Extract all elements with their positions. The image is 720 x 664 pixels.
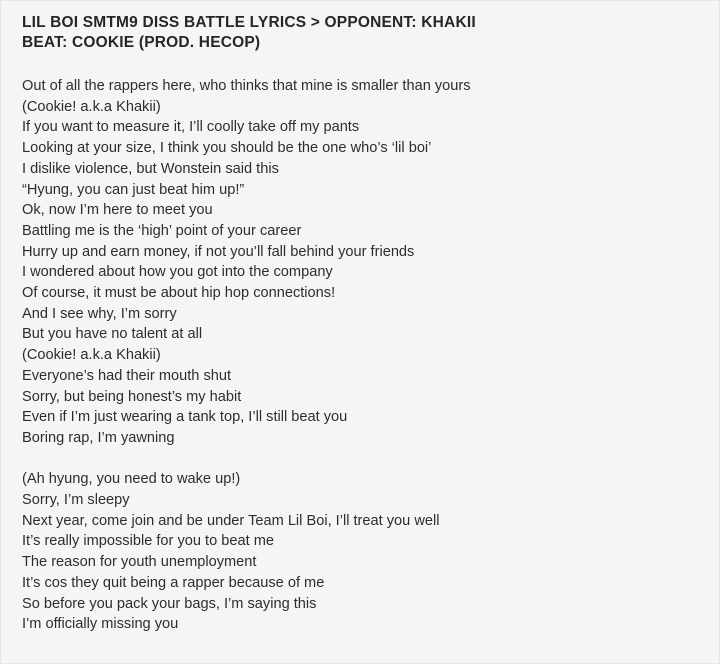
lyric-line: Even if I’m just wearing a tank top, I’ll still beat you	[22, 409, 348, 426]
lyric-line: The reason for youth unemployment	[22, 554, 257, 571]
lyric-line: (Cookie! a.k.a Khakii)	[22, 347, 161, 364]
lyric-line: Ok, now I’m here to meet you	[22, 202, 213, 219]
document-subtitle: BEAT: COOKIE (PROD. HECOP)	[22, 34, 261, 51]
lyric-line: Boring rap, I’m yawning	[22, 429, 175, 446]
lyric-line: If you want to measure it, I’ll coolly take off my pants	[22, 119, 360, 136]
lyric-line: Looking at your size, I think you should be the one who’s ‘lil boi’	[22, 140, 432, 157]
lyric-line: So before you pack your bags, I’m saying this	[22, 595, 317, 612]
lyric-line: Of course, it must be about hip hop connections!	[22, 285, 336, 302]
lyric-line: It’s really impossible for you to beat me	[22, 533, 274, 550]
lyric-line: Sorry, but being honest’s my habit	[22, 388, 242, 405]
lyric-line: But you have no talent at all	[22, 326, 203, 343]
lyric-line: It’s cos they quit being a rapper because of me	[22, 574, 325, 591]
lyric-line: I dislike violence, but Wonstein said this	[22, 160, 279, 177]
stanza-1	[22, 76, 703, 449]
lyric-line: (Ah hyung, you need to wake up!)	[22, 471, 241, 488]
lyric-line: I wondered about how you got into the company	[22, 264, 333, 281]
lyric-line: Everyone’s had their mouth shut	[22, 367, 232, 384]
lyric-line: “Hyung, you can just beat him up!”	[22, 181, 245, 198]
stanza-2	[22, 469, 703, 635]
lyric-line: I’m officially missing you	[22, 616, 179, 633]
stanza-divider	[22, 449, 703, 470]
lyric-line: (Cookie! a.k.a Khakii)	[22, 98, 161, 115]
document-title: LIL BOI SMTM9 DISS BATTLE LYRICS > OPPONENT: KHAKII	[22, 14, 476, 31]
lyric-line: And I see why, I’m sorry	[22, 305, 177, 322]
lyric-line: Hurry up and earn money, if not you’ll fall behind your friends	[22, 243, 415, 260]
lyric-line: Battling me is the ‘high’ point of your career	[22, 222, 302, 239]
lyric-line: Sorry, I’m sleepy	[22, 492, 130, 509]
lyrics-body	[22, 76, 703, 635]
lyric-line: Out of all the rappers here, who thinks that mine is smaller than yours	[22, 78, 471, 94]
lyric-line: Next year, come join and be under Team Lil Boi, I’ll treat you well	[22, 512, 440, 529]
